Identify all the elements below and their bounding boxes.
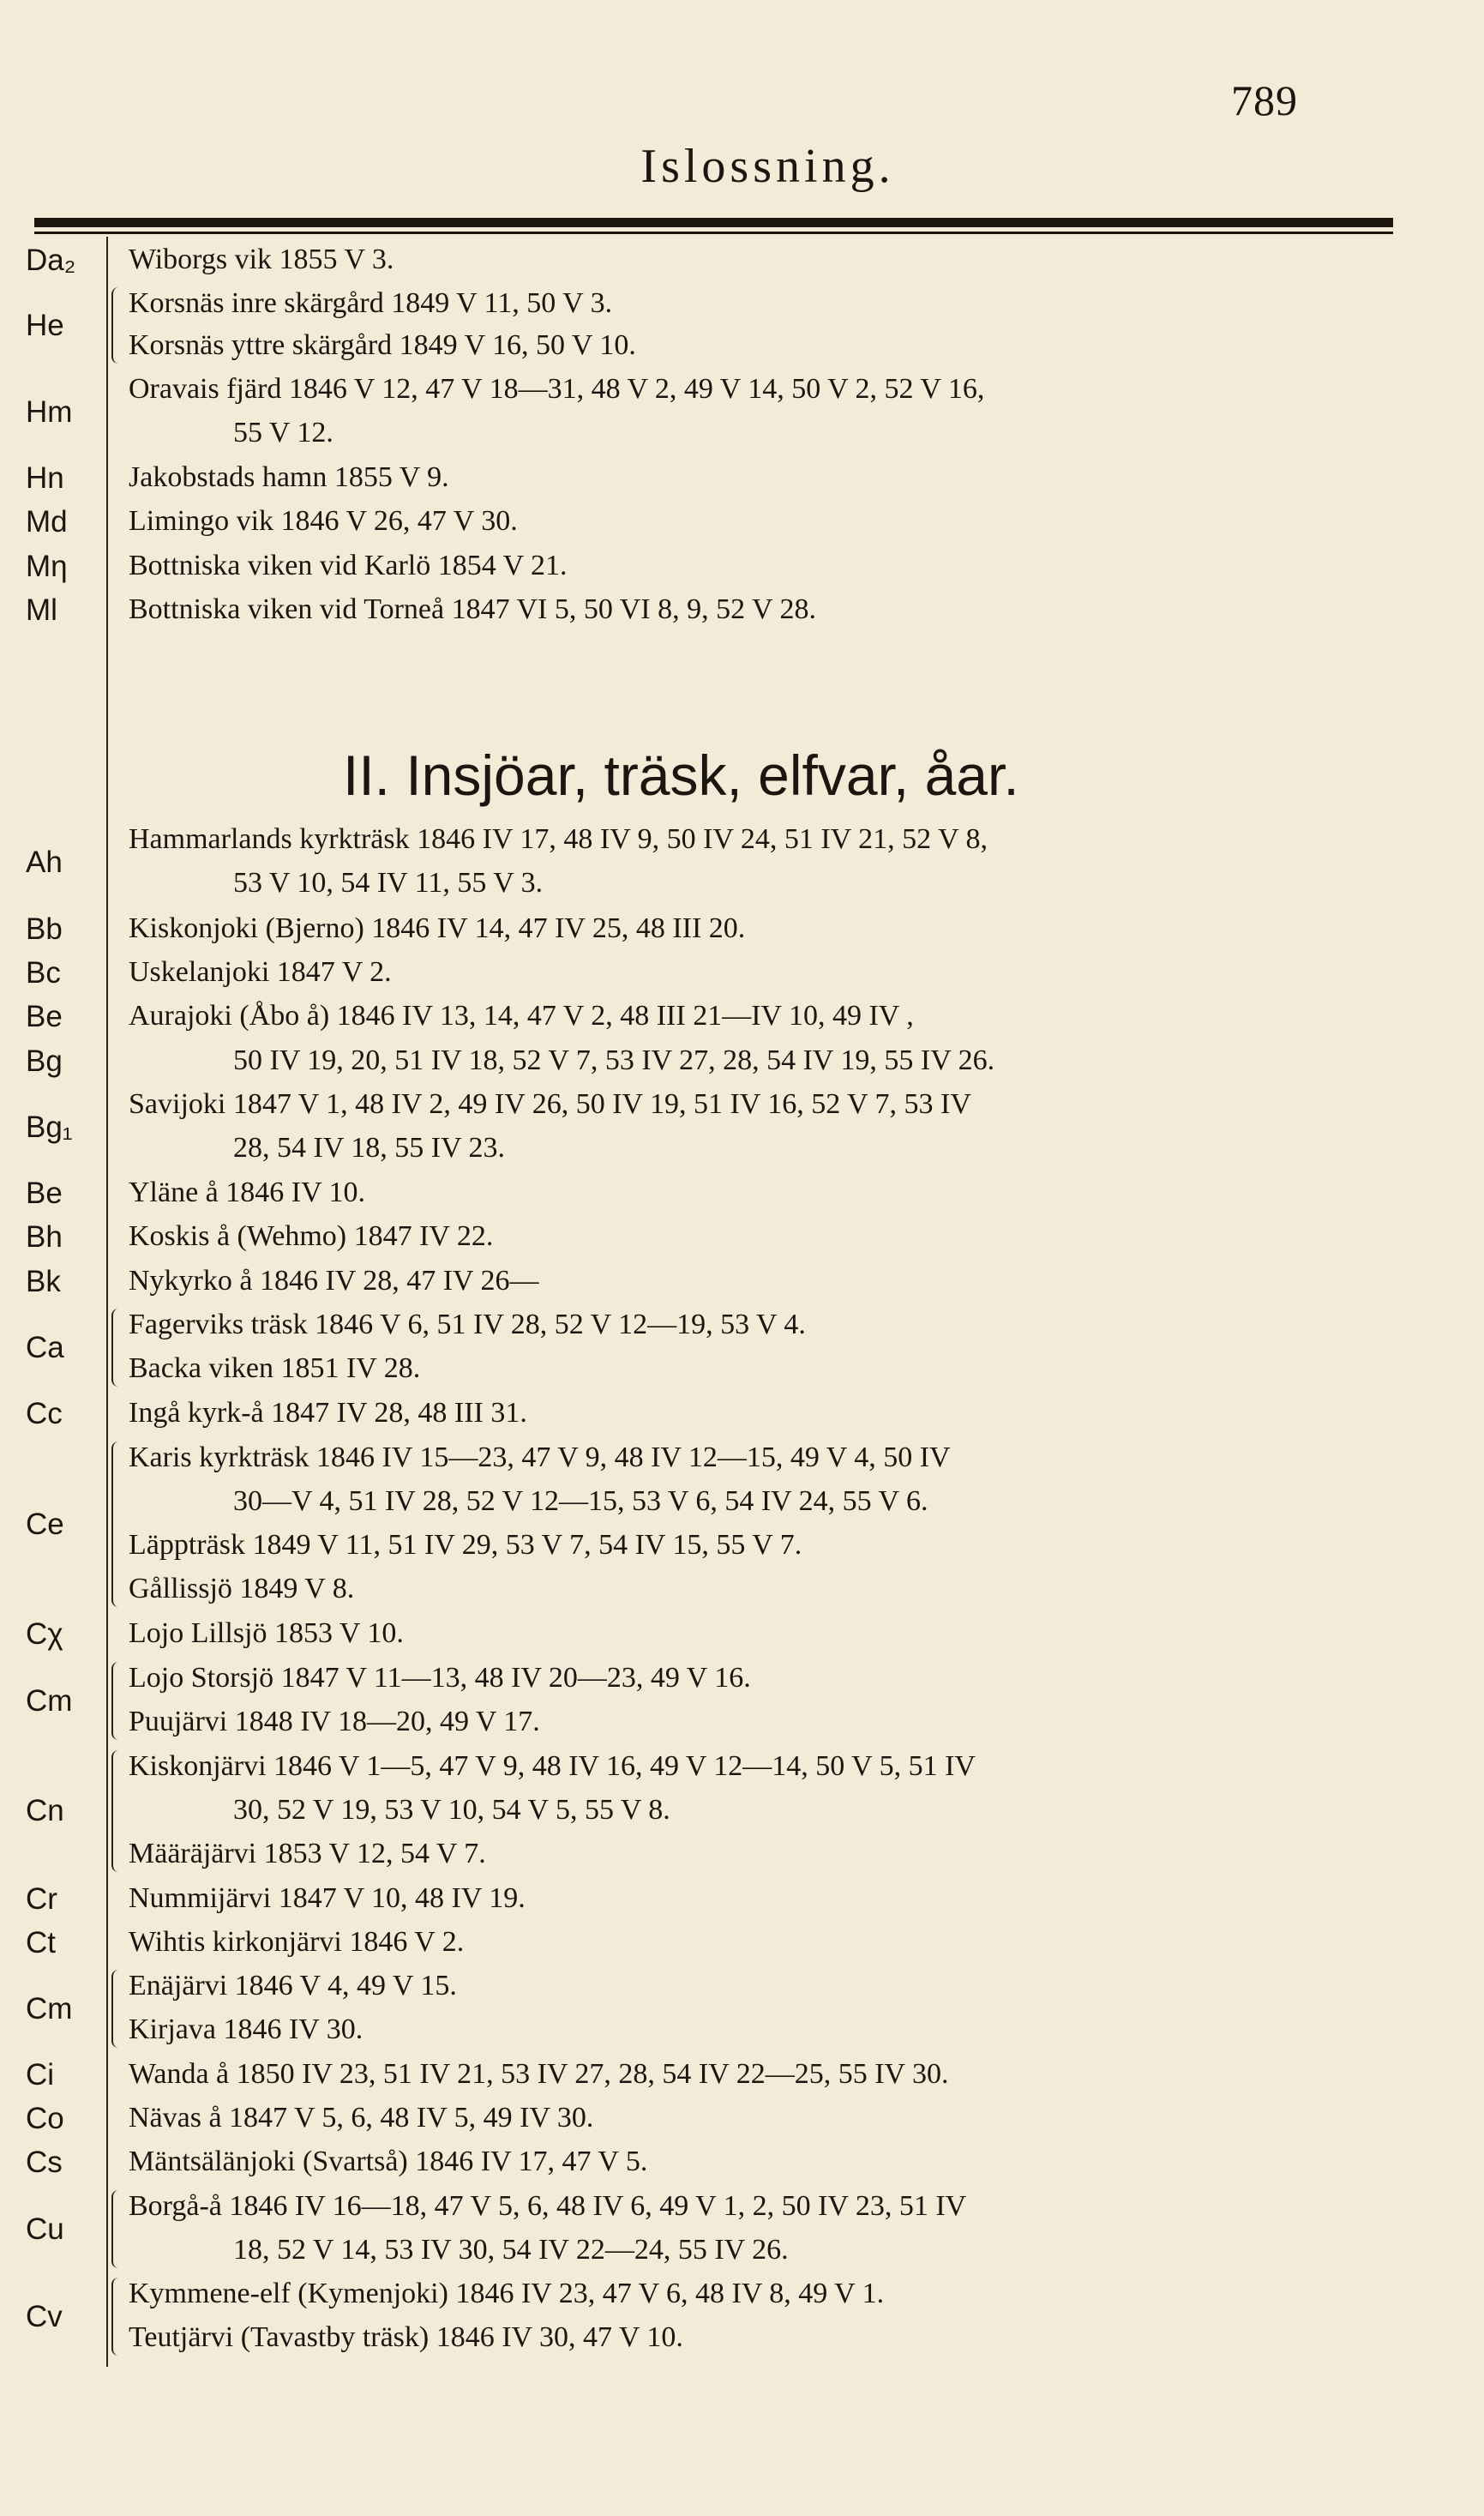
entry-line: Savijoki 1847 V 1, 48 IV 2, 49 IV 26, 50 IV 19, 51 IV 16, 52 V 7, 53 IV	[129, 1088, 971, 1120]
brace-icon	[111, 287, 118, 364]
entry-code: Mη	[26, 550, 68, 583]
entry-line: Aurajoki (Åbo å) 1846 IV 13, 14, 47 V 2, 48 III 21—IV 10, 49 IV ,	[129, 1000, 914, 1032]
entry-line: Gållissjö 1849 V 8.	[129, 1573, 355, 1604]
entry-line: 30—V 4, 51 IV 28, 52 V 12—15, 53 V 6, 54 IV 24, 55 V 6.	[233, 1485, 928, 1517]
entry-line: Puujärvi 1848 IV 18—20, 49 V 17.	[129, 1706, 540, 1737]
entry-line: Teutjärvi (Tavastby träsk) 1846 IV 30, 47 V 10.	[129, 2321, 683, 2353]
entry-code: Cv	[26, 2300, 63, 2333]
entry-code: Bg	[26, 1044, 63, 1078]
brace-icon	[111, 1442, 118, 1607]
entry-line: Nykyrko å 1846 IV 28, 47 IV 26—	[129, 1265, 539, 1297]
entry-line: Määräjärvi 1853 V 12, 54 V 7.	[129, 1838, 486, 1869]
entry-line: Yläne å 1846 IV 10.	[129, 1177, 366, 1208]
brace-icon	[111, 1970, 118, 2048]
entry-line: Koskis å (Wehmo) 1847 IV 22.	[129, 1220, 494, 1252]
entry-line: Limingo vik 1846 V 26, 47 V 30.	[129, 505, 518, 537]
entry-code: Da₂	[26, 244, 76, 277]
entry-code: Ca	[26, 1331, 64, 1364]
entry-line: Korsnäs inre skärgård 1849 V 11, 50 V 3.	[129, 287, 613, 319]
entry-line: Korsnäs yttre skärgård 1849 V 16, 50 V 10.	[129, 329, 636, 361]
entry-line: Fagerviks träsk 1846 V 6, 51 IV 28, 52 V 12—19, 53 V 4.	[129, 1309, 806, 1340]
page-title: Islossning.	[640, 140, 895, 193]
entry-code: Cm	[26, 1684, 73, 1718]
entry-line: Borgå-å 1846 IV 16—18, 47 V 5, 6, 48 IV 6, 49 V 1, 2, 50 IV 23, 51 IV	[129, 2190, 967, 2222]
entry-code: Ah	[26, 846, 63, 879]
entry-line: Mäntsälänjoki (Svartså) 1846 IV 17, 47 V 5.	[129, 2146, 648, 2177]
entry-line: Jakobstads hamn 1855 V 9.	[129, 461, 449, 493]
brace-icon	[111, 2278, 118, 2356]
entry-line: Kiskonjoki (Bjerno) 1846 IV 14, 47 IV 25, 48 III 20.	[129, 912, 746, 944]
entry-line: Lojo Lillsjö 1853 V 10.	[129, 1617, 404, 1649]
entry-code: Bb	[26, 912, 63, 946]
entry-line: 55 V 12.	[233, 417, 333, 448]
entry-code: Md	[26, 505, 68, 539]
entry-line: Kymmene-elf (Kymenjoki) 1846 IV 23, 47 V 6, 48 IV 8, 49 V 1.	[129, 2278, 885, 2309]
entry-code: Hn	[26, 461, 64, 495]
entry-line: Kiskonjärvi 1846 V 1—5, 47 V 9, 48 IV 16, 49 V 12—14, 50 V 5, 51 IV	[129, 1750, 976, 1782]
entry-code: Ci	[26, 2058, 55, 2092]
entry-code: Cu	[26, 2212, 64, 2246]
entry-line: Läppträsk 1849 V 11, 51 IV 29, 53 V 7, 54 IV 15, 55 V 7.	[129, 1529, 802, 1561]
entry-code: Ml	[26, 593, 57, 627]
entry-line: Karis kyrkträsk 1846 IV 15—23, 47 V 9, 48 IV 12—15, 49 V 4, 50 IV	[129, 1442, 951, 1473]
entry-code: Be	[26, 1000, 63, 1033]
entry-code: Cn	[26, 1794, 64, 1827]
entry-line: 53 V 10, 54 IV 11, 55 V 3.	[233, 867, 544, 899]
entry-code: Bc	[26, 956, 61, 990]
entry-code: Co	[26, 2102, 64, 2135]
entry-code: Bh	[26, 1220, 63, 1254]
entry-line: Lojo Storsjö 1847 V 11—13, 48 IV 20—23, 49 V 16.	[129, 1662, 751, 1694]
page-number: 789	[1231, 76, 1298, 124]
entry-line: Wanda å 1850 IV 23, 51 IV 21, 53 IV 27, 28, 54 IV 22—25, 55 IV 30.	[129, 2058, 949, 2090]
entry-line: Oravais fjärd 1846 V 12, 47 V 18—31, 48 V 2, 49 V 14, 50 V 2, 52 V 16,	[129, 373, 985, 405]
entry-code: Ce	[26, 1508, 64, 1541]
entry-code: He	[26, 309, 64, 342]
entry-line: Nävas å 1847 V 5, 6, 48 IV 5, 49 IV 30.	[129, 2102, 594, 2134]
brace-icon	[111, 1662, 118, 1740]
brace-icon	[111, 2190, 118, 2268]
entry-line: Ingå kyrk-å 1847 IV 28, 48 III 31.	[129, 1397, 527, 1429]
entry-code: Ct	[26, 1926, 56, 1959]
entry-line: Nummijärvi 1847 V 10, 48 IV 19.	[129, 1882, 526, 1914]
section-heading: II. Insjöar, träsk, elfvar, åar.	[343, 743, 1019, 807]
entry-code: Cr	[26, 1882, 57, 1916]
entry-code: Hm	[26, 395, 73, 429]
entry-code: Cχ	[26, 1617, 63, 1651]
brace-icon	[111, 1309, 118, 1387]
entry-line: 18, 52 V 14, 53 IV 30, 54 IV 22—24, 55 IV 26.	[233, 2234, 789, 2266]
entry-code: Bg₁	[26, 1111, 73, 1144]
entry-code: Cc	[26, 1397, 63, 1430]
entry-code: Cm	[26, 1992, 73, 2025]
brace-icon	[111, 1750, 118, 1872]
entry-code: Be	[26, 1177, 63, 1210]
entry-line: Bottniska viken vid Torneå 1847 VI 5, 50 VI 8, 9, 52 V 28.	[129, 593, 816, 625]
entry-line: Uskelanjoki 1847 V 2.	[129, 956, 392, 988]
entry-line: Wiborgs vik 1855 V 3.	[129, 244, 394, 275]
entry-line: Kirjava 1846 IV 30.	[129, 2013, 363, 2045]
entry-code: Bk	[26, 1265, 61, 1298]
entry-line: Enäjärvi 1846 V 4, 49 V 15.	[129, 1970, 457, 2001]
entry-line: Wihtis kirkonjärvi 1846 V 2.	[129, 1926, 465, 1958]
entry-line: 50 IV 19, 20, 51 IV 18, 52 V 7, 53 IV 27, 28, 54 IV 19, 55 IV 26.	[233, 1044, 995, 1076]
entry-line: 28, 54 IV 18, 55 IV 23.	[233, 1132, 506, 1164]
entry-line: Backa viken 1851 IV 28.	[129, 1352, 421, 1384]
entry-line: Hammarlands kyrkträsk 1846 IV 17, 48 IV 9, 50 IV 24, 51 IV 21, 52 V 8,	[129, 823, 988, 855]
entry-line: Bottniska viken vid Karlö 1854 V 21.	[129, 550, 568, 581]
entry-code: Cs	[26, 2146, 63, 2179]
entry-line: 30, 52 V 19, 53 V 10, 54 V 5, 55 V 8.	[233, 1794, 670, 1826]
